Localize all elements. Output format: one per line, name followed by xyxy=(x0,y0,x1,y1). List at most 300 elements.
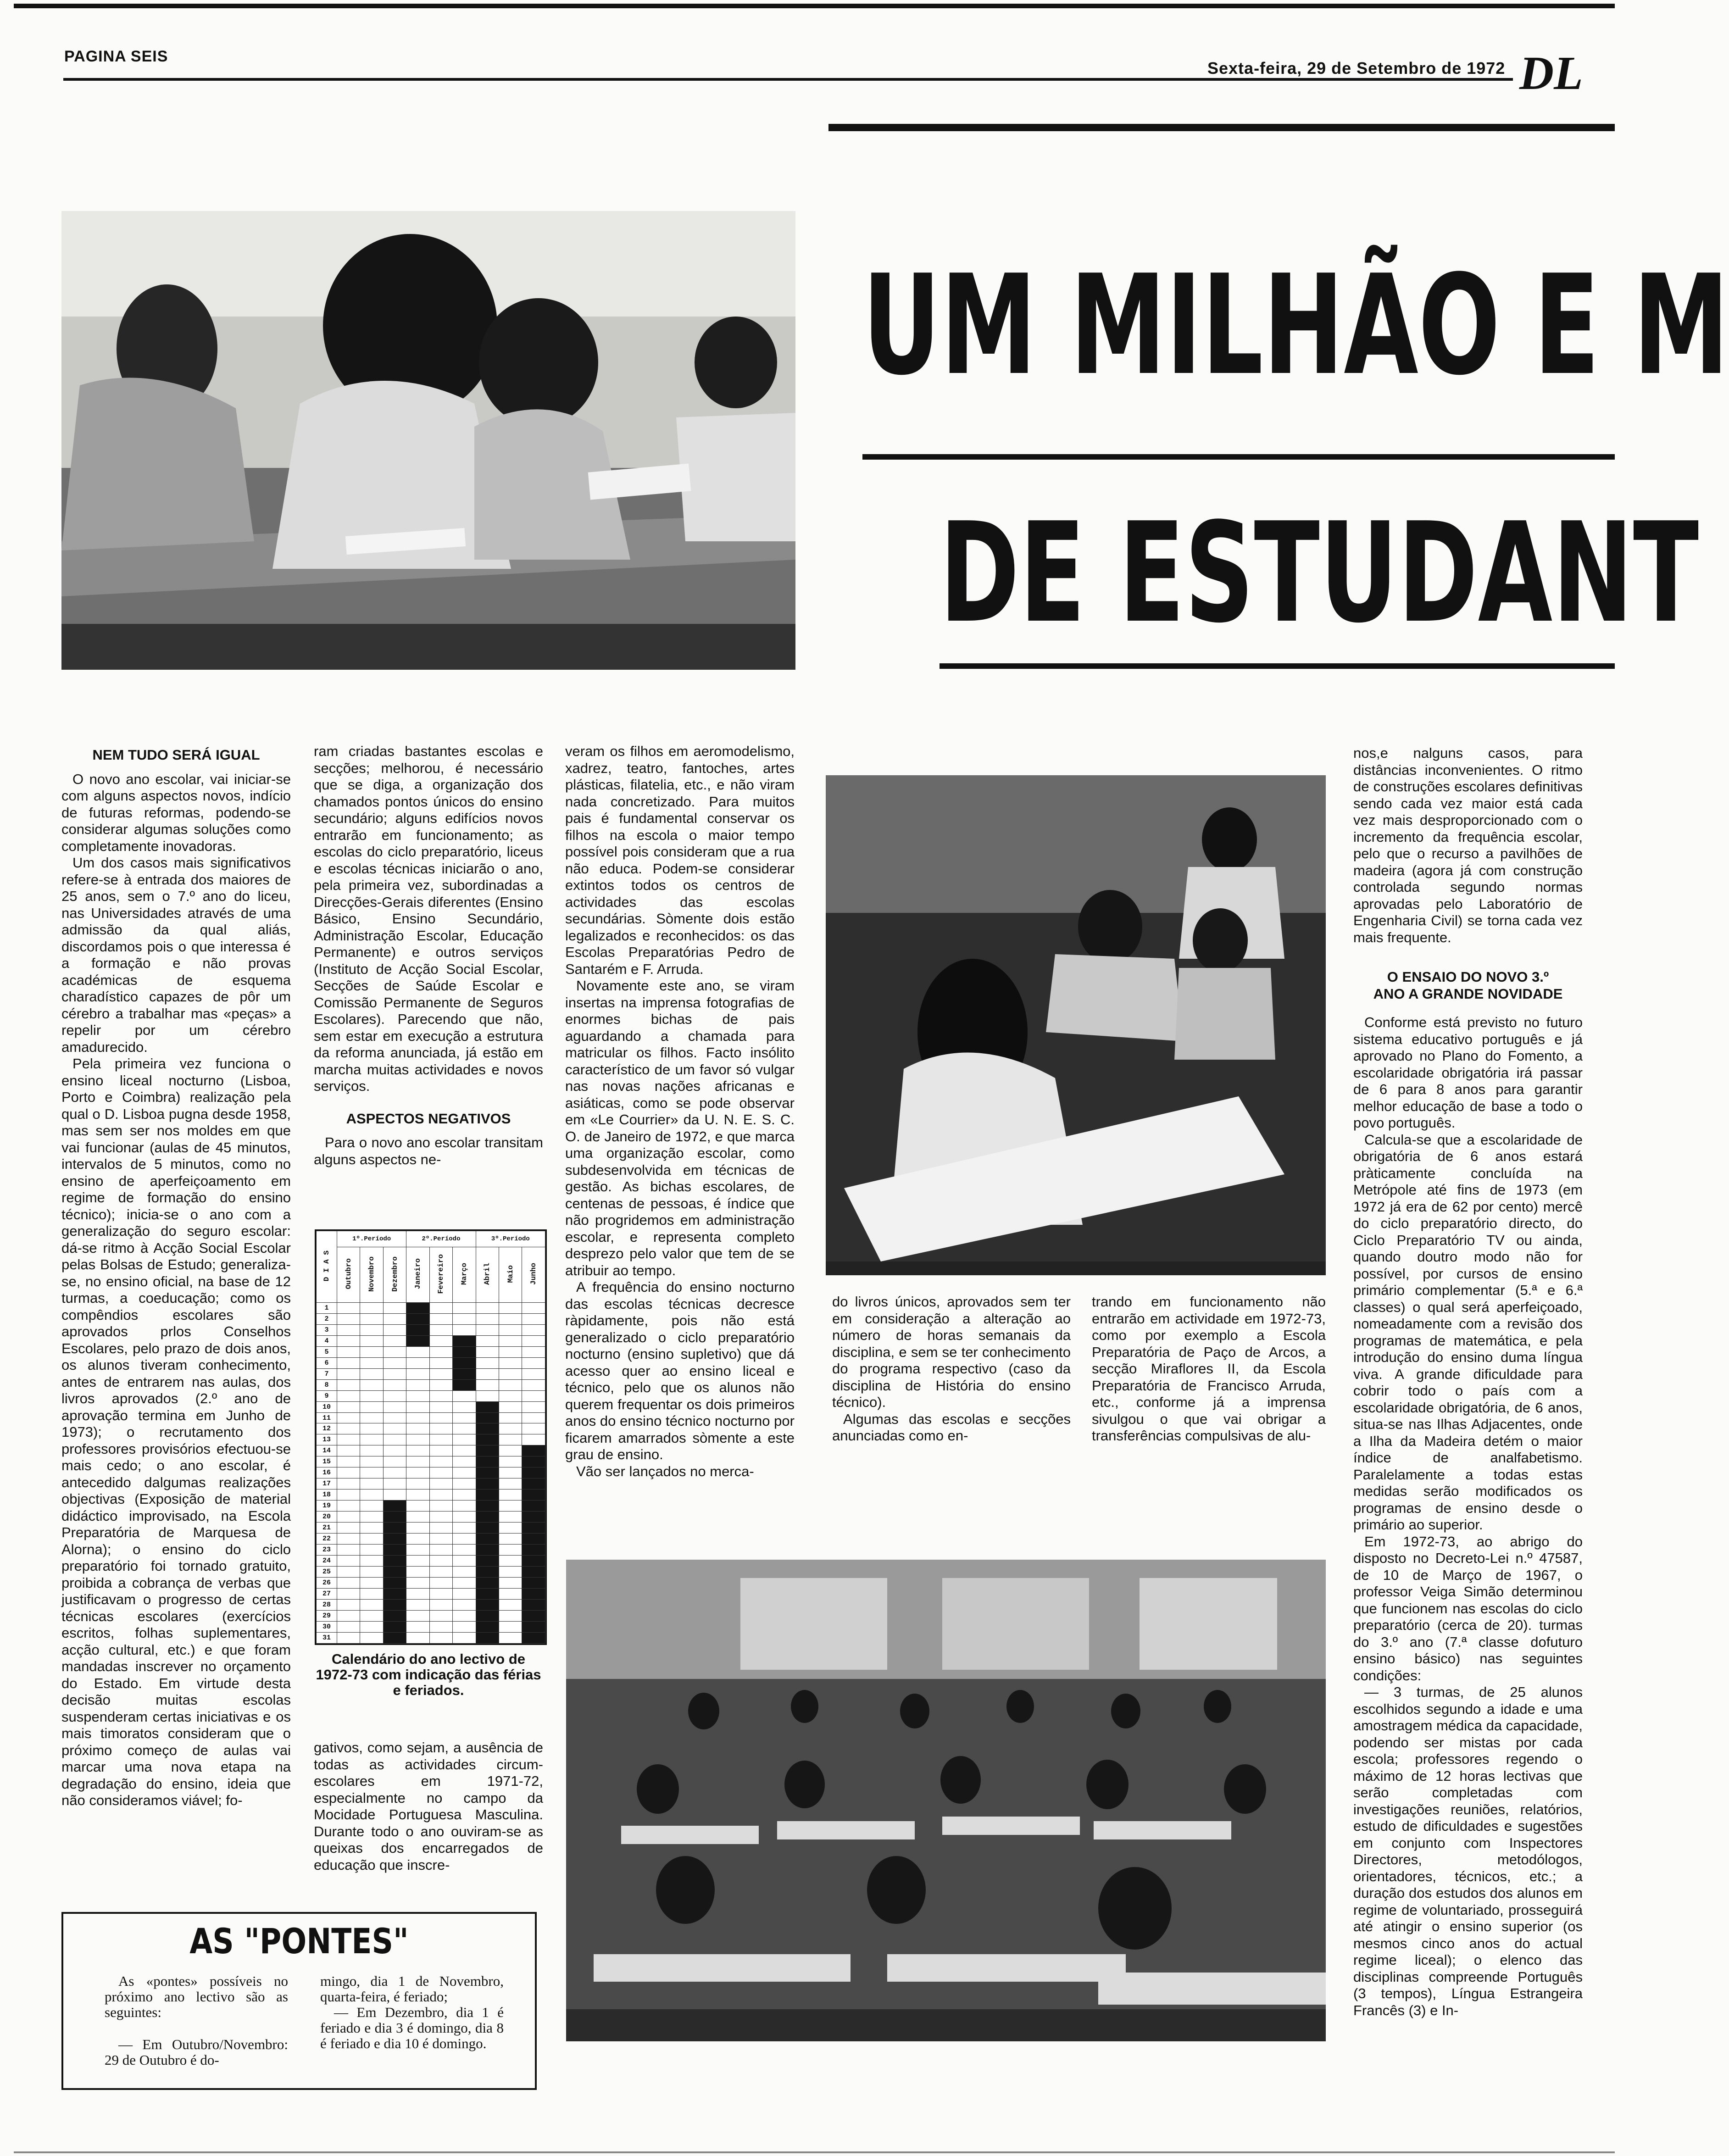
day-number: 2 xyxy=(317,1313,337,1324)
day-number: 25 xyxy=(317,1566,337,1577)
calendar-cell xyxy=(383,1324,406,1335)
calendar-cell xyxy=(453,1588,476,1599)
paragraph: Para o novo ano escolar transitam alguns aspectos ne- xyxy=(314,1134,543,1167)
day-number: 18 xyxy=(317,1489,337,1500)
calendar-cell xyxy=(522,1303,545,1314)
calendar-cell xyxy=(499,1456,522,1467)
calendar-row xyxy=(317,1412,545,1423)
calendar-cell xyxy=(429,1599,452,1610)
calendar-cell xyxy=(499,1445,522,1456)
calendar-cell xyxy=(337,1500,360,1511)
section-heading-o-ensaio: O ENSAIO DO NOVO 3.º ANO A GRANDE NOVIDADE xyxy=(1373,969,1563,1002)
calendar-cell xyxy=(522,1544,545,1555)
calendar-cell xyxy=(360,1534,383,1545)
calendar-cell xyxy=(522,1401,545,1412)
paragraph: Vão ser lançados no merca- xyxy=(576,1463,754,1479)
paragraph: — 3 turmas, de 25 alunos escolhidos segundo a idade e uma amostragem médica da capacidade, podendo ser mistas por cada escola; professores regendo o máximo de 12 horas lectivas que serão completadas com investigações reuniões, relatórios, estudo de dificuldades e sugestões em conjunto com Inspectores Directores, metodólogos, orientadores, técnicos, etc.; a duração dos estudos dos alunos em regime de voluntariado, prosseguirá até atingir o ensino superior (os mesmos cinco anos do actual regime liceal); o elenco das disciplinas compreende Português (3 tempos), Língua Estrangeira Francês (3) e In- xyxy=(1353,1684,1583,2018)
day-number: 16 xyxy=(317,1467,337,1478)
calendar-cell xyxy=(383,1621,406,1632)
calendar-row xyxy=(317,1511,545,1523)
calendar-row xyxy=(317,1357,545,1368)
calendar-cell xyxy=(476,1368,499,1379)
day-number: 27 xyxy=(317,1588,337,1599)
calendar-cell xyxy=(453,1368,476,1379)
calendar-cell xyxy=(406,1599,429,1610)
calendar-cell xyxy=(337,1412,360,1423)
calendar-cell xyxy=(406,1456,429,1467)
calendar-cell xyxy=(499,1610,522,1621)
calendar-cell xyxy=(360,1357,383,1368)
calendar-cell xyxy=(476,1467,499,1478)
calendar-cell xyxy=(499,1621,522,1632)
calendar-cell xyxy=(522,1456,545,1467)
day-number: 15 xyxy=(317,1456,337,1467)
day-number: 8 xyxy=(317,1379,337,1390)
calendar-cell xyxy=(337,1544,360,1555)
day-number: 14 xyxy=(317,1445,337,1456)
paragraph: As «pontes» possíveis no próximo ano lectivo são as seguintes: xyxy=(105,1973,288,2020)
calendar-cell xyxy=(476,1423,499,1434)
calendar-cell xyxy=(476,1434,499,1445)
section-heading-aspectos-negativos: ASPECTOS NEGATIVOS xyxy=(346,1110,511,1127)
calendar-cell xyxy=(453,1379,476,1390)
calendar-cell xyxy=(383,1456,406,1467)
calendar-cell xyxy=(429,1621,452,1632)
calendar-cell xyxy=(383,1632,406,1643)
calendar-cell xyxy=(337,1346,360,1357)
calendar-row xyxy=(317,1599,545,1610)
calendar-cell xyxy=(522,1621,545,1632)
calendar-cell xyxy=(383,1303,406,1314)
dias-header xyxy=(317,1231,337,1303)
calendar-cell xyxy=(337,1566,360,1577)
calendar-cell xyxy=(360,1610,383,1621)
calendar-row xyxy=(317,1555,545,1566)
calendar-cell xyxy=(429,1456,452,1467)
calendar-cell xyxy=(499,1511,522,1523)
calendar-cell xyxy=(383,1599,406,1610)
month-label: Fevereiro xyxy=(437,1254,445,1294)
paragraph: Um dos casos mais significativos refere-se à entrada dos maiores de 25 anos, sem o 7.º ano do liceu, nas Universidades através de uma admissão da qual aliás, discordamos pois o que interessa é a formação e não provas académicas de esquema charadístico capazes de pôr um cérebro a trabalhar mas «peças» a repelir por um cérebro amadurecido. xyxy=(61,855,291,1055)
calendar-cell xyxy=(522,1599,545,1610)
calendar-cell xyxy=(499,1489,522,1500)
calendar-caption: Calendário do ano lectivo de 1972-73 com indicação das férias e feriados. xyxy=(316,1651,541,1698)
paragraph: Calcula-se que a escolaridade de obrigatória de 6 anos estará pràticamente concluída na Metrópole até fins de 1973 (em 1972 já era de 62 por cento) mercê do ciclo preparatório directo, do Ciclo Preparatório TV ou ainda, quando doutro modo não for possível, por cursos de ensino primário complementar (5.ª e 6.ª classes) o qual será aperfeiçoado, nomeadamente com a revisão dos programas de matemática, e pela introdução do ensino duma língua viva. A grande dificuldade para cobrir todo o país com a escolaridade obrigatória, de 6 anos, situa-se nas Ilhas Adjacentes, onde a Ilha da Madeira detém o maior índice de analfabetismo. Paralelamente a todas estas medidas serão modificados os programas de ensino desde o primário ao superior. xyxy=(1353,1131,1583,1533)
day-number: 12 xyxy=(317,1423,337,1434)
day-number: 1 xyxy=(317,1303,337,1314)
calendar-cell xyxy=(476,1523,499,1534)
calendar-cell xyxy=(406,1412,429,1423)
paragraph: Algumas das escolas e secções anunciadas como en- xyxy=(832,1411,1071,1444)
article-column-2-bottom xyxy=(314,1739,543,1905)
calendar-cell xyxy=(429,1303,452,1314)
calendar-cell xyxy=(522,1577,545,1588)
day-number: 28 xyxy=(317,1599,337,1610)
month-label: Outubro xyxy=(344,1258,353,1289)
calendar-cell xyxy=(383,1555,406,1566)
calendar-cell xyxy=(337,1599,360,1610)
calendar-cell xyxy=(337,1588,360,1599)
calendar-cell xyxy=(522,1588,545,1599)
calendar-cell xyxy=(406,1303,429,1314)
calendar-cell xyxy=(406,1313,429,1324)
calendar-row xyxy=(317,1456,545,1467)
calendar-cell xyxy=(383,1379,406,1390)
calendar-cell xyxy=(429,1489,452,1500)
calendar-cell xyxy=(337,1303,360,1314)
calendar-cell xyxy=(476,1379,499,1390)
calendar-cell xyxy=(522,1566,545,1577)
calendar-cell xyxy=(522,1445,545,1456)
bottom-rule xyxy=(14,2151,1615,2153)
calendar-cell xyxy=(476,1534,499,1545)
calendar-row xyxy=(317,1544,545,1555)
calendar-row xyxy=(317,1401,545,1412)
calendar-row xyxy=(317,1346,545,1357)
calendar-cell xyxy=(429,1523,452,1534)
calendar-row xyxy=(317,1566,545,1577)
calendar-cell xyxy=(360,1555,383,1566)
calendar-row xyxy=(317,1467,545,1478)
calendar-cell xyxy=(522,1523,545,1534)
paragraph: O novo ano escolar, vai iniciar-se com alguns aspectos novos, indício de futuras reformas, podendo-se considerar algumas soluções como completamente inovadoras. xyxy=(61,771,291,854)
school-calendar-table xyxy=(315,1229,547,1645)
calendar-cell xyxy=(383,1523,406,1534)
calendar-cell xyxy=(499,1467,522,1478)
paragraph: veram os filhos em aeromodelismo, xadrez, teatro, fantoches, artes plásticas, filatelia, etc., e não viram nada concretizado. Para muitos pais é fundamental conservar os filhos na escola o maior tempo possível pois consideram que a rua não educa. Podem-se considerar extintos todos os centros de actividades das escolas secundárias. Sòmente dois estão legalizados e reconhecidos: os das Escolas Preparatórias Pedro de Santarém e F. Arruda. xyxy=(565,743,795,977)
calendar-cell xyxy=(337,1445,360,1456)
day-number: 4 xyxy=(317,1335,337,1346)
calendar-cell xyxy=(360,1456,383,1467)
calendar-cell xyxy=(383,1511,406,1523)
calendar-cell xyxy=(499,1390,522,1401)
calendar-cell xyxy=(499,1313,522,1324)
calendar-row xyxy=(317,1324,545,1335)
pontes-box xyxy=(61,1912,537,2090)
period-header: 3º.Período xyxy=(476,1231,545,1247)
month-label: Dezembro xyxy=(390,1256,399,1292)
calendar-cell xyxy=(522,1478,545,1489)
calendar-cell xyxy=(360,1303,383,1314)
calendar-cell xyxy=(429,1588,452,1599)
calendar-cell xyxy=(383,1588,406,1599)
calendar-cell xyxy=(337,1335,360,1346)
calendar-row xyxy=(317,1523,545,1534)
calendar-cell xyxy=(337,1489,360,1500)
calendar-cell xyxy=(453,1357,476,1368)
calendar-cell xyxy=(429,1445,452,1456)
calendar-cell xyxy=(476,1324,499,1335)
calendar-row xyxy=(317,1632,545,1643)
month-header xyxy=(522,1247,545,1303)
calendar-row xyxy=(317,1379,545,1390)
calendar-cell xyxy=(383,1423,406,1434)
calendar-cell xyxy=(360,1313,383,1324)
article-column-5 xyxy=(1092,1294,1326,1500)
calendar-cell xyxy=(360,1577,383,1588)
calendar-cell xyxy=(453,1610,476,1621)
calendar-cell xyxy=(522,1423,545,1434)
article-column-4 xyxy=(832,1294,1071,1500)
calendar-cell xyxy=(499,1632,522,1643)
day-number: 13 xyxy=(317,1434,337,1445)
calendar-cell xyxy=(476,1346,499,1357)
calendar-cell xyxy=(406,1324,429,1335)
calendar-cell xyxy=(337,1632,360,1643)
calendar-cell xyxy=(337,1610,360,1621)
month-label: Maio xyxy=(506,1265,515,1283)
calendar-row xyxy=(317,1434,545,1445)
calendar-cell xyxy=(476,1445,499,1456)
calendar-cell xyxy=(476,1489,499,1500)
calendar-cell xyxy=(522,1313,545,1324)
paragraph: do livros únicos, aprovados sem ter em consideração a alteração ao número de horas semanais da disciplina, e sem se ter conhecimento do programa respectivo (caso da disciplina de História do ensino técnico). xyxy=(832,1294,1071,1410)
calendar-cell xyxy=(499,1555,522,1566)
month-label: Abril xyxy=(483,1262,492,1285)
calendar-cell xyxy=(383,1610,406,1621)
calendar-cell xyxy=(337,1434,360,1445)
pontes-right-text xyxy=(320,1973,504,2051)
calendar-cell xyxy=(499,1478,522,1489)
calendar-cell xyxy=(522,1368,545,1379)
calendar-cell xyxy=(360,1566,383,1577)
calendar-cell xyxy=(476,1478,499,1489)
calendar-cell xyxy=(337,1621,360,1632)
calendar-cell xyxy=(476,1500,499,1511)
calendar-cell xyxy=(406,1544,429,1555)
calendar-cell xyxy=(360,1401,383,1412)
calendar-cell xyxy=(360,1632,383,1643)
headline-mid-rule xyxy=(862,454,1615,460)
day-number: 20 xyxy=(317,1511,337,1523)
calendar-cell xyxy=(499,1423,522,1434)
month-header xyxy=(360,1247,383,1303)
calendar-cell xyxy=(453,1511,476,1523)
calendar-cell xyxy=(360,1434,383,1445)
classroom-exam-photo-bottom xyxy=(566,1560,1326,2041)
day-number: 24 xyxy=(317,1555,337,1566)
calendar-cell xyxy=(476,1577,499,1588)
calendar-row xyxy=(317,1445,545,1456)
calendar-cell xyxy=(476,1555,499,1566)
calendar-cell xyxy=(522,1346,545,1357)
calendar-cell xyxy=(499,1566,522,1577)
calendar-cell xyxy=(499,1500,522,1511)
calendar-cell xyxy=(360,1368,383,1379)
day-number: 5 xyxy=(317,1346,337,1357)
calendar-cell xyxy=(360,1324,383,1335)
calendar-cell xyxy=(406,1445,429,1456)
calendar-row xyxy=(317,1303,545,1314)
headline-bottom-rule xyxy=(940,663,1615,669)
calendar-cell xyxy=(429,1555,452,1566)
calendar-cell xyxy=(406,1335,429,1346)
calendar-cell xyxy=(360,1621,383,1632)
paragraph: Pela primeira vez funciona o ensino liceal nocturno (Lisboa, Porto e Coimbra) realização pela qual o D. Lisboa pugna desde 1958, mas sem ser nos moldes em que vai funcionar (aulas de 45 minutos, intervalos de 5 minutos, como no ensino de aperfeiçoamento em regime de formação do ensino técnico); inicia-se o ano com a generalização do seguro escolar: dá-se ritmo à Acção Social Escolar pelas Bolsas de Estudo; generaliza-se, no ensino oficial, na base de 12 turmas, a coeducação; como os compêndios escolares são aprovados prlos Conselhos Escolares, pelo prazo de dois anos, os alunos tiveram conhecimento, antes de entrarem nas aulas, dos livros aprovados (2.º ano de aprovação termina em Junho de 1973); o recrutamento dos professores provisórios efectuou-se mais cedo; o ano escolar, é antecedido dalgumas realizações objectivas (Exposição de material didáctico improvisado, na Escola Preparatória de Marquesa de Alorna); o ensino do ciclo preparatório foi tornado gratuito, proibida a cobrança de verbas que justificavam o progresso de certas técnicas escolares (exercícios escritos, folhas suplementares, acção cultural, etc.) e que foram mandadas inscrever no orçamento do Estado. Em virtude desta decisão muitas escolas suspenderam certas iniciativas e os mais timoratos consideram que o próximo começo de aulas vai marcar uma nova etapa na degradação do ensino, ideia que não consideramos viável; fo- xyxy=(61,1056,291,1808)
calendar-cell xyxy=(453,1456,476,1467)
pontes-title: AS "PONTES" xyxy=(189,1921,409,1962)
calendar-cell xyxy=(383,1346,406,1357)
calendar-cell xyxy=(337,1357,360,1368)
day-number: 23 xyxy=(317,1544,337,1555)
headline-line-2: DE ESTUDANT xyxy=(940,493,1699,653)
calendar-cell xyxy=(453,1555,476,1566)
calendar-cell xyxy=(522,1434,545,1445)
calendar-cell xyxy=(406,1523,429,1534)
calendar-cell xyxy=(429,1632,452,1643)
calendar-cell xyxy=(406,1368,429,1379)
calendar-cell xyxy=(383,1445,406,1456)
calendar-row xyxy=(317,1478,545,1489)
calendar-cell xyxy=(429,1478,452,1489)
calendar-cell xyxy=(476,1621,499,1632)
calendar-row xyxy=(317,1368,545,1379)
month-label: Março xyxy=(460,1262,468,1285)
calendar-row xyxy=(317,1534,545,1545)
calendar-cell xyxy=(429,1577,452,1588)
calendar-cell xyxy=(453,1445,476,1456)
calendar-cell xyxy=(383,1500,406,1511)
calendar-cell xyxy=(383,1434,406,1445)
calendar-row xyxy=(317,1335,545,1346)
calendar-cell xyxy=(337,1324,360,1335)
calendar-cell xyxy=(476,1401,499,1412)
paragraph: Em 1972-73, ao abrigo do disposto no Decreto-Lei n.º 47587, de 10 de Março de 1967, o professor Veiga Simão determinou que funcionem nas escolas do ciclo preparatório (cerca de 20). turmas do 3.º ano (7.ª classe dofuturo ensino básico) nas seguintes condições: xyxy=(1353,1533,1583,1684)
calendar-cell xyxy=(453,1467,476,1478)
calendar-cell xyxy=(522,1555,545,1566)
day-number: 7 xyxy=(317,1368,337,1379)
calendar-cell xyxy=(522,1610,545,1621)
calendar-cell xyxy=(522,1379,545,1390)
calendar-cell xyxy=(429,1346,452,1357)
calendar-cell xyxy=(453,1335,476,1346)
calendar-cell xyxy=(476,1588,499,1599)
calendar-cell xyxy=(383,1390,406,1401)
calendar-cell xyxy=(453,1577,476,1588)
newspaper-logo: DL xyxy=(1519,47,1583,100)
calendar-cell xyxy=(337,1534,360,1545)
calendar-cell xyxy=(383,1401,406,1412)
period-header: 1º.Período xyxy=(337,1231,406,1247)
day-number: 19 xyxy=(317,1500,337,1511)
calendar-cell xyxy=(360,1500,383,1511)
calendar-cell xyxy=(337,1368,360,1379)
calendar-cell xyxy=(453,1390,476,1401)
day-number: 17 xyxy=(317,1478,337,1489)
calendar-cell xyxy=(499,1346,522,1357)
calendar-cell xyxy=(429,1500,452,1511)
day-number: 11 xyxy=(317,1412,337,1423)
calendar-cell xyxy=(453,1324,476,1335)
calendar-cell xyxy=(453,1632,476,1643)
calendar-cell xyxy=(429,1423,452,1434)
calendar-cell xyxy=(522,1632,545,1643)
calendar-cell xyxy=(499,1588,522,1599)
calendar-grid xyxy=(316,1231,545,1644)
calendar-cell xyxy=(406,1534,429,1545)
calendar-cell xyxy=(499,1534,522,1545)
calendar-cell xyxy=(383,1534,406,1545)
calendar-cell xyxy=(522,1324,545,1335)
calendar-cell xyxy=(429,1357,452,1368)
paragraph: — Em Outubro/Novembro: 29 de Outubro é do- xyxy=(105,2036,288,2068)
calendar-cell xyxy=(337,1456,360,1467)
month-header xyxy=(476,1247,499,1303)
calendar-cell xyxy=(406,1489,429,1500)
calendar-cell xyxy=(522,1467,545,1478)
calendar-cell xyxy=(453,1489,476,1500)
calendar-cell xyxy=(499,1523,522,1534)
month-label: Junho xyxy=(529,1262,538,1285)
day-number: 6 xyxy=(317,1357,337,1368)
calendar-cell xyxy=(476,1303,499,1314)
calendar-cell xyxy=(453,1621,476,1632)
calendar-cell xyxy=(429,1434,452,1445)
calendar-cell xyxy=(499,1324,522,1335)
month-header xyxy=(429,1247,452,1303)
calendar-cell xyxy=(453,1401,476,1412)
calendar-cell xyxy=(337,1511,360,1523)
calendar-cell xyxy=(406,1566,429,1577)
calendar-cell xyxy=(360,1467,383,1478)
calendar-cell xyxy=(499,1412,522,1423)
calendar-cell xyxy=(360,1335,383,1346)
day-number: 26 xyxy=(317,1577,337,1588)
calendar-cell xyxy=(476,1335,499,1346)
calendar-cell xyxy=(360,1489,383,1500)
calendar-cell xyxy=(476,1412,499,1423)
day-number: 21 xyxy=(317,1523,337,1534)
calendar-cell xyxy=(337,1379,360,1390)
calendar-row xyxy=(317,1500,545,1511)
calendar-cell xyxy=(522,1534,545,1545)
calendar-cell xyxy=(337,1467,360,1478)
calendar-cell xyxy=(476,1599,499,1610)
calendar-cell xyxy=(337,1555,360,1566)
calendar-cell xyxy=(406,1467,429,1478)
day-number: 22 xyxy=(317,1534,337,1545)
calendar-row xyxy=(317,1621,545,1632)
day-number: 31 xyxy=(317,1632,337,1643)
students-exam-photo-top xyxy=(61,211,795,670)
month-header xyxy=(453,1247,476,1303)
calendar-cell xyxy=(429,1566,452,1577)
calendar-cell xyxy=(429,1544,452,1555)
calendar-cell xyxy=(453,1523,476,1534)
calendar-cell xyxy=(337,1390,360,1401)
calendar-cell xyxy=(360,1588,383,1599)
calendar-cell xyxy=(406,1401,429,1412)
period-header: 2º.Período xyxy=(406,1231,476,1247)
calendar-cell xyxy=(499,1401,522,1412)
calendar-cell xyxy=(429,1335,452,1346)
month-label: Janeiro xyxy=(414,1258,423,1289)
calendar-cell xyxy=(453,1313,476,1324)
calendar-cell xyxy=(453,1303,476,1314)
calendar-cell xyxy=(429,1610,452,1621)
calendar-cell xyxy=(360,1412,383,1423)
calendar-cell xyxy=(453,1346,476,1357)
calendar-cell xyxy=(406,1357,429,1368)
calendar-cell xyxy=(429,1401,452,1412)
calendar-cell xyxy=(499,1379,522,1390)
calendar-cell xyxy=(522,1511,545,1523)
paragraph: — Em Dezembro, dia 1 é feriado e dia 3 é domingo, dia 8 é feriado e dia 10 é domingo. xyxy=(320,2004,504,2051)
calendar-cell xyxy=(453,1500,476,1511)
calendar-cell xyxy=(499,1544,522,1555)
day-number: 3 xyxy=(317,1324,337,1335)
calendar-cell xyxy=(476,1632,499,1643)
